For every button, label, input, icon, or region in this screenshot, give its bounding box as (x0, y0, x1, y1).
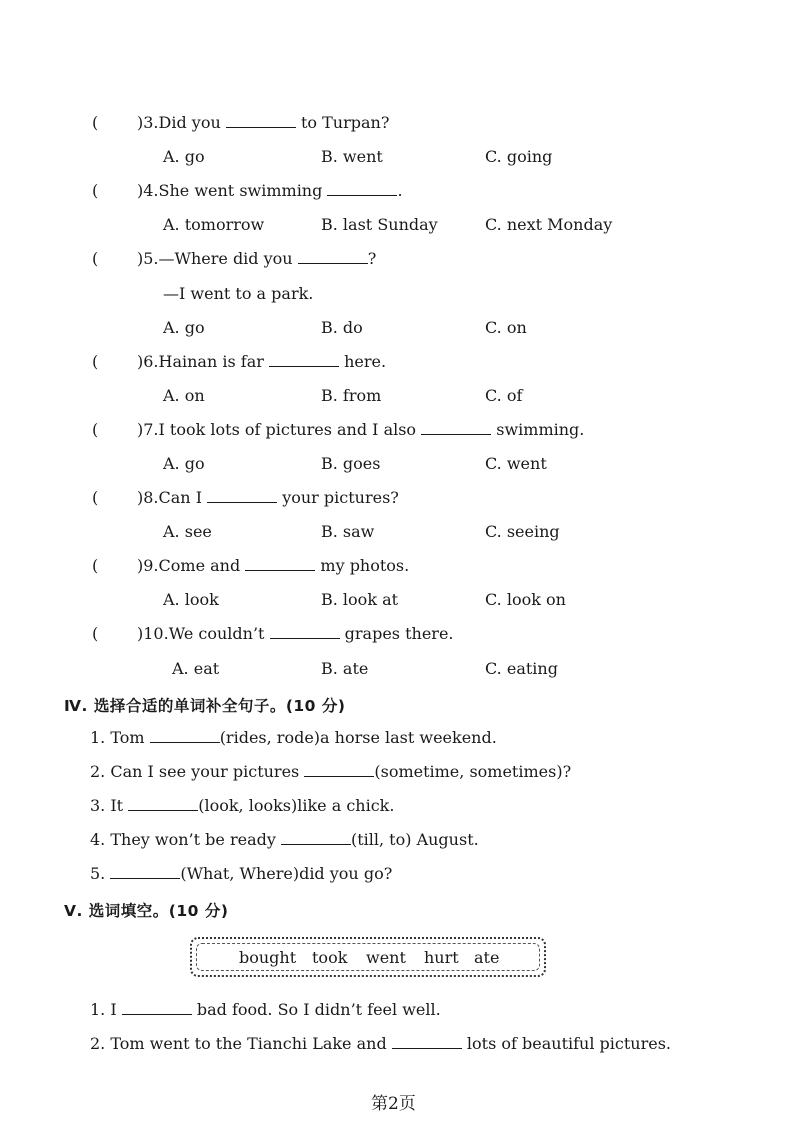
q4-option-a[interactable]: A. tomorrow (163, 215, 265, 234)
q5-text-post: ? (367, 249, 377, 268)
q8-text-post: your pictures? (282, 488, 399, 507)
q8-option-a[interactable]: A. see (163, 522, 212, 541)
s4-item-5-blank[interactable] (110, 864, 180, 879)
s4-item-4-post: (till, to) August. (350, 830, 479, 849)
q8-option-b[interactable]: B. saw (321, 522, 375, 541)
q6-number: )6. (137, 352, 159, 371)
q7-number: )7. (137, 420, 159, 439)
q4-paren: ( (92, 181, 99, 200)
s4-item-5-pre: 5. (90, 864, 106, 883)
q5-stem (137, 249, 376, 268)
s4-item-4-pre: 4. They won’t be ready (90, 830, 276, 849)
q4-stem (137, 181, 403, 200)
q6-option-b[interactable]: B. from (321, 386, 382, 405)
q9-option-b[interactable]: B. look at (321, 590, 399, 609)
q4-option-c[interactable]: C. next Monday (485, 215, 613, 234)
q8-number: )8. (137, 488, 159, 507)
word-bank-word-5: ate (474, 948, 500, 967)
s5-item-1-blank[interactable] (122, 1000, 192, 1015)
s4-item-5-post: (What, Where)did you go? (180, 864, 393, 883)
q6-option-c[interactable]: C. of (485, 386, 523, 405)
q4-option-b[interactable]: B. last Sunday (321, 215, 438, 234)
q4-text-post: . (397, 181, 403, 200)
q9-paren: ( (92, 556, 99, 575)
q8-option-c[interactable]: C. seeing (485, 522, 560, 541)
s5-item-2-blank[interactable] (392, 1034, 462, 1049)
s4-item-3 (90, 796, 394, 815)
q6-text-post: here. (344, 352, 387, 371)
s4-item-4 (90, 830, 479, 849)
q7-option-b[interactable]: B. goes (321, 454, 381, 473)
q7-paren: ( (92, 420, 99, 439)
q5-blank[interactable] (298, 249, 368, 264)
q9-number: )9. (137, 556, 159, 575)
q10-number: )10. (137, 624, 169, 643)
q10-text-pre: We couldn’t (168, 624, 265, 643)
q8-text-pre: Can I (158, 488, 203, 507)
q4-number: )4. (137, 181, 159, 200)
q3-option-b[interactable]: B. went (321, 147, 383, 166)
q5-option-a[interactable]: A. go (163, 318, 205, 337)
q7-option-a[interactable]: A. go (163, 454, 205, 473)
q10-stem (137, 624, 454, 643)
q10-blank[interactable] (270, 624, 340, 639)
s5-item-1-pre: 1. I (90, 1000, 117, 1019)
q9-stem (137, 556, 409, 575)
q5-text-pre: —Where did you (158, 249, 293, 268)
q9-text-pre: Come and (158, 556, 241, 575)
q3-stem (137, 113, 389, 132)
q8-stem (137, 488, 399, 507)
word-bank-word-4: hurt (424, 948, 459, 967)
q3-option-c[interactable]: C. going (485, 147, 553, 166)
q8-blank[interactable] (207, 488, 277, 503)
q5-number: )5. (137, 249, 159, 268)
s4-item-3-post: (look, looks)like a chick. (198, 796, 395, 815)
s5-item-1 (90, 1000, 441, 1019)
q6-blank[interactable] (269, 352, 339, 367)
q5-reply: —I went to a park. (163, 284, 314, 303)
q3-number: )3. (137, 113, 159, 132)
s5-item-1-post: bad food. So I didn’t feel well. (196, 1000, 441, 1019)
q3-paren: ( (92, 113, 99, 132)
s4-item-1 (90, 728, 497, 747)
word-bank-word-1: bought (239, 948, 297, 967)
q7-text-pre: I took lots of pictures and I also (158, 420, 417, 439)
s4-item-4-blank[interactable] (281, 830, 351, 845)
s5-item-2 (90, 1034, 671, 1053)
s4-item-1-post: (rides, rode)a horse last weekend. (219, 728, 497, 747)
word-bank-word-2: took (312, 948, 348, 967)
q10-option-b[interactable]: B. ate (321, 659, 369, 678)
q9-text-post: my photos. (320, 556, 410, 575)
word-bank-word-3: went (366, 948, 406, 967)
section5-title: Ⅴ. 选词填空。(10 分) (64, 902, 229, 920)
q6-stem (137, 352, 386, 371)
q3-blank[interactable] (226, 113, 296, 128)
s4-item-2-blank[interactable] (304, 762, 374, 777)
s5-item-2-post: lots of beautiful pictures. (466, 1034, 672, 1053)
q7-option-c[interactable]: C. went (485, 454, 547, 473)
q5-option-c[interactable]: C. on (485, 318, 527, 337)
q6-paren: ( (92, 352, 99, 371)
s4-item-2-post: (sometime, sometimes)? (374, 762, 572, 781)
section4-title: Ⅳ. 选择合适的单词补全句子。(10 分) (64, 697, 346, 715)
q7-text-post: swimming. (496, 420, 585, 439)
q3-option-a[interactable]: A. go (163, 147, 205, 166)
s5-item-2-pre: 2. Tom went to the Tianchi Lake and (90, 1034, 387, 1053)
s4-item-2 (90, 762, 571, 781)
q7-stem (137, 420, 584, 439)
q6-text-pre: Hainan is far (158, 352, 264, 371)
q9-blank[interactable] (245, 556, 315, 571)
s4-item-3-pre: 3. It (90, 796, 124, 815)
q10-text-post: grapes there. (344, 624, 454, 643)
s4-item-2-pre: 2. Can I see your pictures (90, 762, 300, 781)
q9-option-a[interactable]: A. look (163, 590, 219, 609)
s4-item-1-blank[interactable] (150, 728, 220, 743)
s4-item-5 (90, 864, 392, 883)
q3-text-pre: Did you (158, 113, 221, 132)
page-number: 第2页 (371, 1094, 416, 1114)
q10-paren: ( (92, 624, 99, 643)
s4-item-3-blank[interactable] (128, 796, 198, 811)
q5-paren: ( (92, 249, 99, 268)
s4-item-1-pre: 1. Tom (90, 728, 145, 747)
q8-paren: ( (92, 488, 99, 507)
q5-option-b[interactable]: B. do (321, 318, 363, 337)
q6-option-a[interactable]: A. on (163, 386, 205, 405)
q7-blank[interactable] (421, 420, 491, 435)
q10-option-a[interactable]: A. eat (172, 659, 220, 678)
q3-text-post: to Turpan? (300, 113, 390, 132)
q10-option-c[interactable]: C. eating (485, 659, 558, 678)
q9-option-c[interactable]: C. look on (485, 590, 566, 609)
q4-blank[interactable] (327, 181, 397, 196)
q4-text-pre: She went swimming (158, 181, 323, 200)
